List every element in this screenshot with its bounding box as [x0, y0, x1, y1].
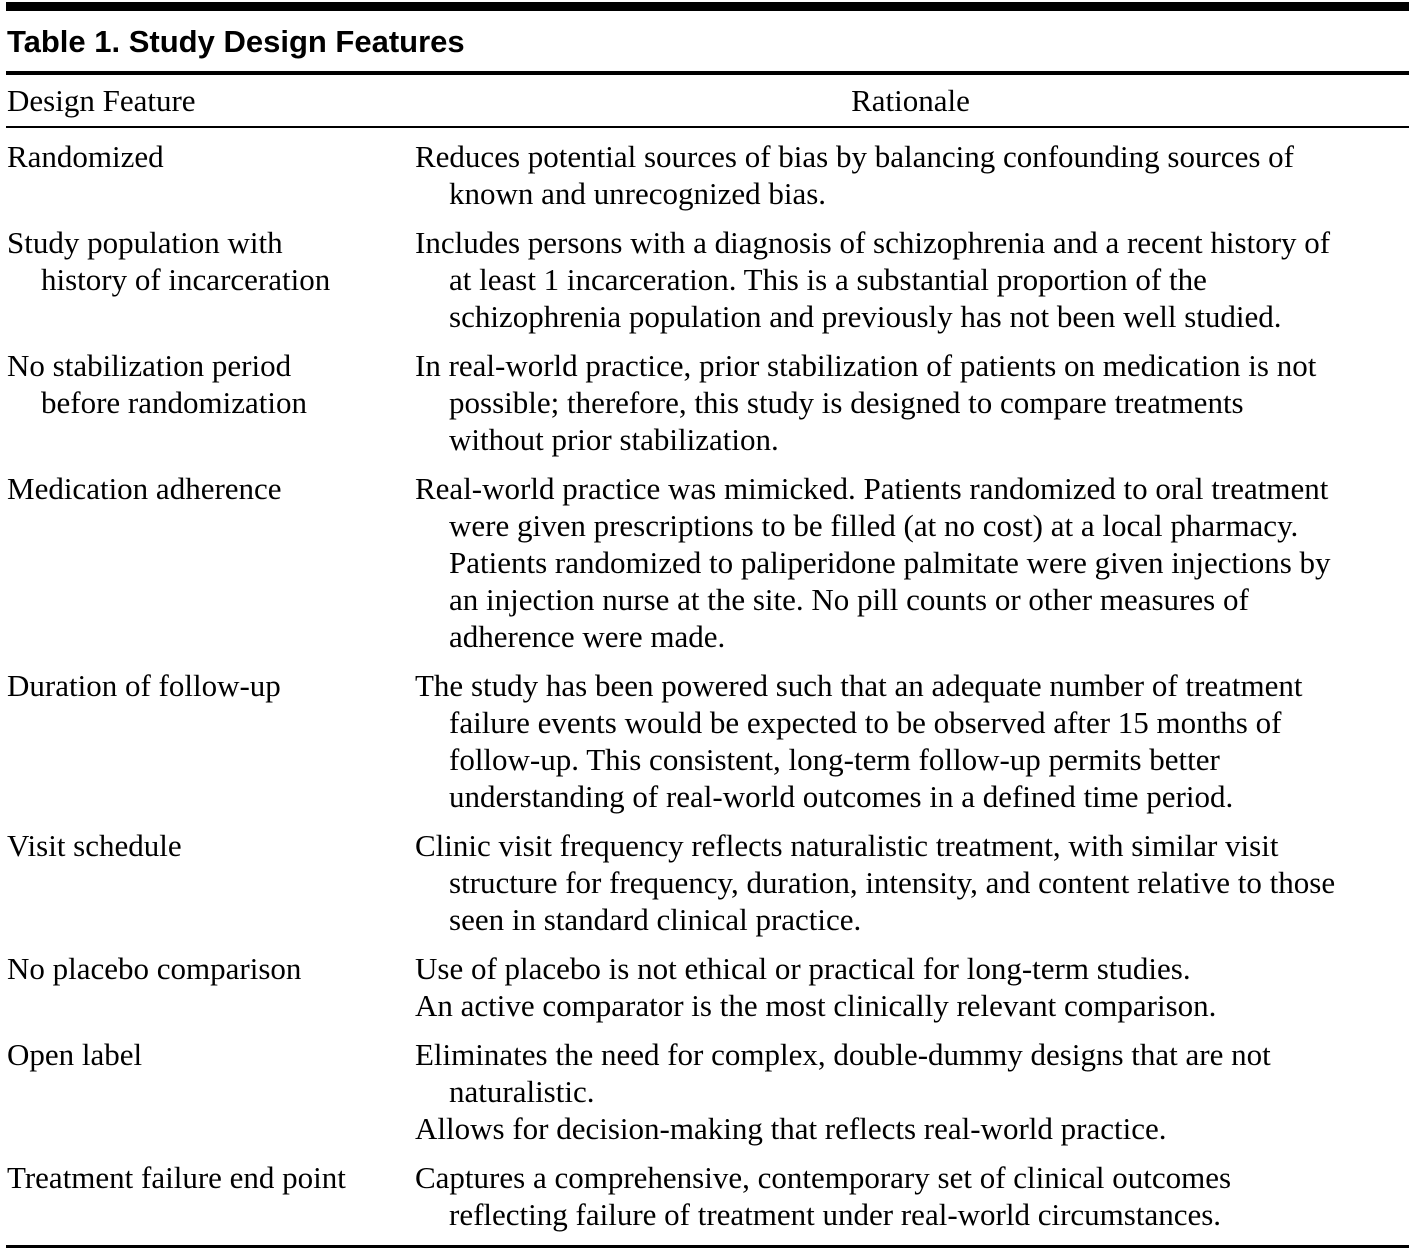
- table-row: [7, 138, 1406, 212]
- table-row: [7, 667, 1406, 815]
- rationale-paragraph: Clinic visit frequency reflects naturalistic treatment, with similar visit structure for frequency, duration, intensity, and content relative to those seen in standard clinical practice.: [415, 828, 1336, 937]
- design-feature-cell: Treatment failure end point: [7, 1160, 346, 1195]
- design-feature-cell: Visit schedule: [7, 828, 182, 863]
- design-feature-cell: No stabilization period before randomization: [7, 348, 307, 420]
- design-feature-cell: Duration of follow-up: [7, 668, 281, 703]
- rationale-paragraph: Captures a comprehensive, contemporary set of clinical outcomes reflecting failure of treatment under real-world circumstances.: [415, 1160, 1232, 1232]
- top-rule: [6, 2, 1409, 11]
- rationale-paragraph: Reduces potential sources of bias by balancing confounding sources of known and unrecognized bias.: [415, 139, 1294, 211]
- rationale-paragraph: An active comparator is the most clinically relevant comparison.: [415, 988, 1217, 1023]
- table-row: [7, 470, 1406, 655]
- table-row: [7, 347, 1406, 458]
- design-feature-cell: Randomized: [7, 139, 164, 174]
- rationale-cell: [415, 827, 1406, 938]
- rationale-cell: [415, 138, 1406, 212]
- table-row: [7, 1159, 1406, 1233]
- column-header-rationale: Rationale: [851, 83, 970, 118]
- rationale-paragraph: Allows for decision-making that reflects real-world practice.: [415, 1111, 1167, 1146]
- rationale-paragraph: Real-world practice was mimicked. Patients randomized to oral treatment were given prescriptions to be filled (at no cost) at a local pharmacy. Patients randomized to paliperidone palmitate were given injections by an injection nurse at the site. No pill counts or other measures of adherence were made.: [415, 471, 1331, 654]
- rationale-cell: [415, 224, 1406, 335]
- rationale-paragraph: Eliminates the need for complex, double-dummy designs that are not naturalistic.: [415, 1037, 1271, 1109]
- rationale-paragraph: The study has been powered such that an adequate number of treatment failure events would be expected to be observed after 15 months of follow-up. This consistent, long-term follow-up permits better understanding of real-world outcomes in a defined time period.: [415, 668, 1303, 814]
- rationale-cell: [415, 1159, 1406, 1233]
- table-title: Table 1. Study Design Features: [7, 24, 465, 59]
- rationale-cell: [415, 1036, 1406, 1147]
- rationale-cell: [415, 347, 1406, 458]
- table-row: [7, 224, 1406, 335]
- rationale-cell: [415, 950, 1406, 1024]
- column-header-design-feature: Design Feature: [7, 83, 196, 118]
- table-row: [7, 1036, 1406, 1147]
- design-feature-cell: Open label: [7, 1037, 143, 1072]
- design-feature-cell: Study population with history of incarceration: [7, 225, 331, 297]
- rationale-paragraph: In real-world practice, prior stabilization of patients on medication is not possible; therefore, this study is designed to compare treatments without prior stabilization.: [415, 348, 1317, 457]
- table-body: [7, 138, 1406, 1245]
- rationale-cell: [415, 667, 1406, 815]
- rationale-cell: [415, 470, 1406, 655]
- table-row: [7, 950, 1406, 1024]
- header-rule: [6, 126, 1409, 128]
- design-feature-cell: Medication adherence: [7, 471, 282, 506]
- rationale-paragraph: Use of placebo is not ethical or practical for long-term studies.: [415, 951, 1191, 986]
- design-feature-cell: No placebo comparison: [7, 951, 302, 986]
- table-row: [7, 827, 1406, 938]
- table-header-row: [7, 75, 1406, 126]
- rationale-paragraph: Includes persons with a diagnosis of schizophrenia and a recent history of at least 1 incarceration. This is a substantial proportion of the schizophrenia population and previously has not been well studied.: [415, 225, 1331, 334]
